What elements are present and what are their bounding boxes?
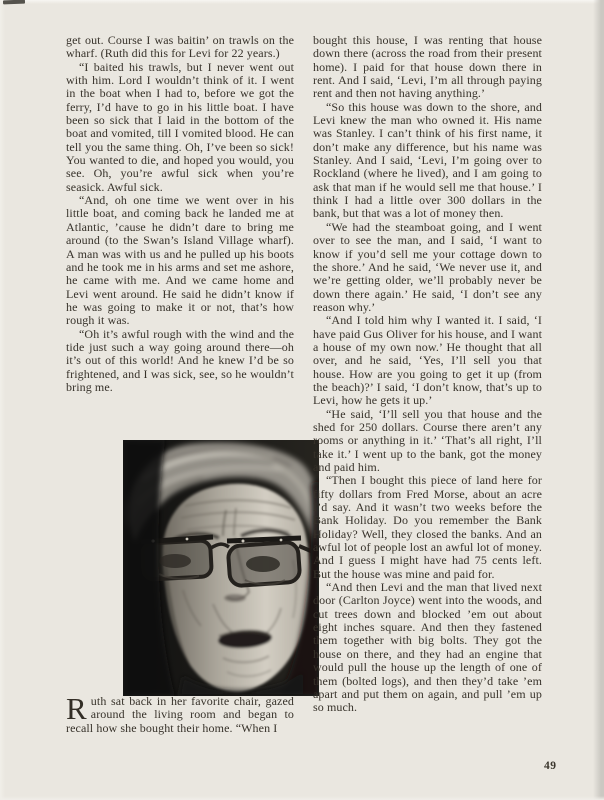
paragraph: “Oh it’s awful rough with the wind and the tide just such a way going around there—oh it’s out of this world! And he knew I’d be so frightened, and I was sick, see, so he wouldn’t bring me. [66, 326, 294, 394]
scan-edge-bottom [0, 796, 604, 800]
left-column [66, 34, 294, 394]
paragraph: “Then I bought this piece of land here for fifty dollars from Fred Morse, about an acre I’d say. And it wasn’t two weeks before the Bank Holiday. Do you remember the Bank Holiday? Well, they closed the banks. And an awful lot of people lost an awful lot of money. And I guess I might have had 75 cents left. But the house was mine and paid for. [313, 473, 542, 581]
paragraph: “And, oh one time we went over in his little boat, and coming back he landed me at Atlantic, ’cause he didn’t dare to bring me around (to the Swan’s Island Village wharf). A man was with us and he pulled up his boots and he took me in his arms and set me ashore, he came with me. And we came home and Levi went around. He said he didn’t know if he was going to make it or not, that’s how rough it was. [66, 193, 294, 328]
paragraph: “And I told him why I wanted it. I said, ‘I have paid Gus Oliver for his house, and I want a house of my own now.’ He thought that all over, and he said, ‘Yes, I’ll sell you that house. How are you going to get it up (from the beach)?’ I said, ‘I don’t know, that’s up to Levi, how he gets it up.’ [313, 313, 542, 408]
paragraph: “We had the steamboat going, and I went over to see the man, and I said, ‘I want to know if you’d sell me your cottage down to the shore.’ And he said, ‘We never use it, and we’re getting older, we’ll probably never be down there again.’ He said, ‘I don’t see any reason why.’ [313, 219, 542, 314]
paragraph: “He said, ‘I’ll sell you that house and the shed for 250 dollars. Course there aren’t any rooms or anything in it.’ ‘That’s all right, I’ll take it.’ I went up to the bank, got the money and paid him. [313, 406, 542, 474]
paragraph: bought this house, I was renting that house down there (across the road from their present home). I paid for that house down there in rent. And I said, ‘Levi, I’m all through paying rent and then not having anything.’ [313, 33, 542, 101]
paragraph: “I baited his trawls, but I never went out with him. Lord I wouldn’t think of it. I went in the boat when I had to, before we got the ferry, I’d have to go in his little boat. I have been so sick that I laid in the bottom of the boat and vomited, till I vomited blood. He can tell you the same thing. Oh, I’ve been so sick! You wanted to die, and hoped you would, you see. Oh, you’re awful sick when you’re seasick. Awful sick. [66, 59, 294, 194]
right-column [313, 34, 542, 715]
page-number: 49 [544, 760, 557, 772]
portrait-photo [123, 440, 319, 696]
dropcap-paragraph [66, 691, 294, 735]
paragraph: get out. Course I was baitin’ on trawls on the wharf. (Ruth did this for Levi for 22 years.) [66, 33, 294, 61]
paragraph: “And then Levi and the man that lived next door (Carlton Joyce) went into the woods, and cut trees down and blocked ’em out about eight inches square. And then they fastened them together with big bolts. They got the house on there, and they had an engine that would pull the house up the length of one of them (bolted logs), and then they’d take ’em apart and put them on again, and pull ’em up so much. [313, 580, 542, 715]
paragraph: “So this house was down to the shore, and Levi knew the man who owned it. His name was Stanley. I can’t think of his first name, it don’t make any difference, but his name was Stanley. And I said, ‘Levi, I’m going over to Rockland (where he lived), and I am going to ask that man if he would sell me that house.’ I think I had a little over 300 dollars in the bank, but that was a lot of money then. [313, 99, 542, 221]
scan-edge-top [0, 0, 604, 4]
scan-edge-left [0, 0, 5, 800]
scan-artifact-mark [3, 0, 25, 4]
scan-edge-right [593, 0, 604, 800]
drop-cap: R [66, 691, 87, 726]
dropcap-paragraph-text: uth sat back in her favorite chair, gazed around the living room and began to recall how she bought their home. “When I [66, 694, 294, 735]
portrait-photo-illustration [123, 440, 319, 696]
